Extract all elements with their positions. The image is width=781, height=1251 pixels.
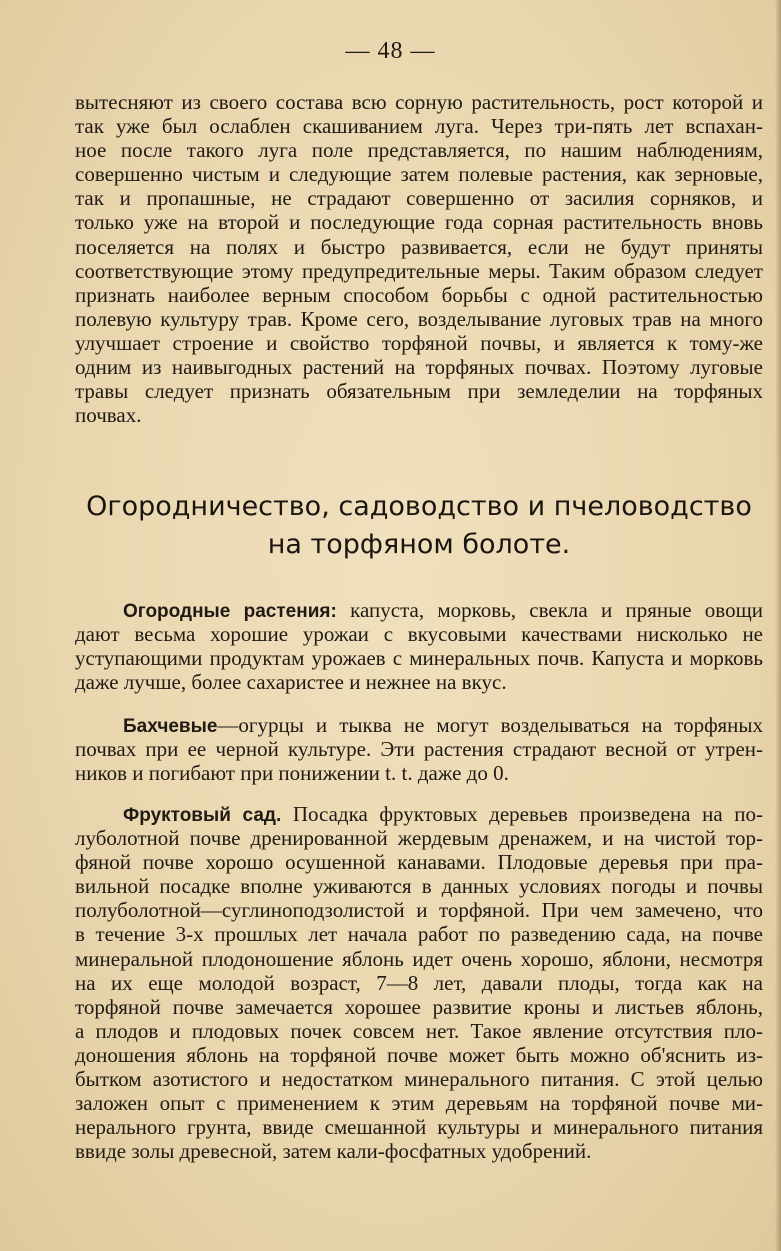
text-line: совершенно чистым и следующие затем полевые растения, как зерновые, <box>75 162 763 187</box>
text-line: торфяной почве замечается хорошее развитие кроны и листьев яблонь, <box>75 994 763 1019</box>
text-line: улучшает строение и свойство торфяной почвы, и является к тому-же <box>75 330 763 355</box>
text-line: даже лучше, более сахаристее и нежнее на вкус. <box>75 670 507 695</box>
page-number: — 48 — <box>345 38 436 64</box>
section-heading-line-1: Огородничество, садоводство и пчеловодство <box>86 491 752 522</box>
text-line: так и пропашные, не страдают совершенно от засилия сорняков, и <box>75 186 763 211</box>
text-line: нерального грунта, ввиде смешанной культуры и минерального питания <box>75 1115 763 1140</box>
text-line: травы следует признать обязательным при земледелии на торфяных <box>75 379 763 404</box>
text-line: а плодов и плодовых почек совсем нет. Такое явление отсутствия пло- <box>75 1018 763 1043</box>
text-line: уступающими продуктам урожаев с минеральных почв. Капуста и морковь <box>75 646 763 671</box>
paragraph-vegetables <box>75 598 763 694</box>
text-line: почвах при ее черной культуре. Эти растения страдают весной от утрен- <box>75 737 763 762</box>
text-line: доношения яблонь на торфяной почве может быть можно об'яснить из- <box>75 1042 763 1067</box>
text-line: почвах. <box>75 403 142 428</box>
text-line: вильной посадке вполне уживаются в данных условиях погоды и почвы <box>75 874 763 899</box>
text-line: заложен опыт с применением к этим деревьям на торфяной почве ми- <box>75 1091 763 1116</box>
text-line: Бахчевые—огурцы и тыква не могут возделываться на торфяных <box>123 713 763 737</box>
paragraph-orchard <box>75 802 763 1163</box>
paragraph-melons <box>75 713 763 785</box>
text-line: одним из наивыгодных растений на торфяных почвах. Поэтому луговые <box>75 355 763 380</box>
text-line: дают весьма хорошие урожаи с вкусовыми качествами нисколько не <box>75 622 763 647</box>
page-edge-shadow <box>775 0 781 1251</box>
text-line: только уже на второй и последующие года сорная растительность вновь <box>75 210 763 235</box>
paragraph-lead-term: Фруктовый сад. <box>123 805 282 826</box>
text-line: так уже был ослаблен скашиванием луга. Через три-пять лет вспахан- <box>75 114 763 139</box>
text-line: поселяется на полях и быстро развивается, если не будут приняты <box>75 234 763 259</box>
text-line: ввиде золы древесной, затем кали-фосфатных удобрений. <box>75 1139 592 1164</box>
paragraph-lead-term: Огородные растения: <box>123 601 337 622</box>
paragraph-lead-term: Бахчевые <box>123 716 218 737</box>
text-line: вытесняют из своего состава всю сорную растительность, рост которой и <box>75 90 763 114</box>
paragraph-peat-grass-culture <box>75 90 763 427</box>
text-line: полуболотной—суглиноподзолистой и торфяной. При чем замечено, что <box>75 898 763 923</box>
section-heading-line-2: на торфяном болоте. <box>267 529 571 560</box>
text-line: в течение 3-х прошлых лет начала работ по разведению сада, на почве <box>75 922 763 947</box>
text-line: Фруктовый сад. Посадка фруктовых деревьев произведена на по- <box>123 802 763 826</box>
text-line: фяной почве хорошо осушенной канавами. Плодовые деревья при пра- <box>75 850 763 875</box>
text-line: признать наиболее верным способом борьбы с одной растительностью <box>75 282 763 307</box>
text-line: луболотной почве дренированной жердевым дренажем, и на чистой тор- <box>75 826 763 851</box>
text-line: ников и погибают при понижении t. t. даже до 0. <box>75 761 509 786</box>
text-line: Огородные растения: капуста, морковь, свекла и пряные овощи <box>123 598 763 622</box>
text-line: соответствующие этому предупредительные меры. Таким образом следует <box>75 258 763 283</box>
text-line: минеральной плодоношение яблонь идет очень хорошо, яблони, несмотря <box>75 946 763 971</box>
text-line: на их еще молодой возраст, 7—8 лет, давали плоды, тогда как на <box>75 970 763 995</box>
text-line: полевую культуру трав. Кроме сего, возделывание луговых трав на много <box>75 306 763 331</box>
section-heading <box>75 488 763 564</box>
text-line: бытком азотистого и недостатком минерального питания. С этой целью <box>75 1067 763 1092</box>
text-line: ное после такого луга поле представляется, по нашим наблюдениям, <box>75 138 763 163</box>
